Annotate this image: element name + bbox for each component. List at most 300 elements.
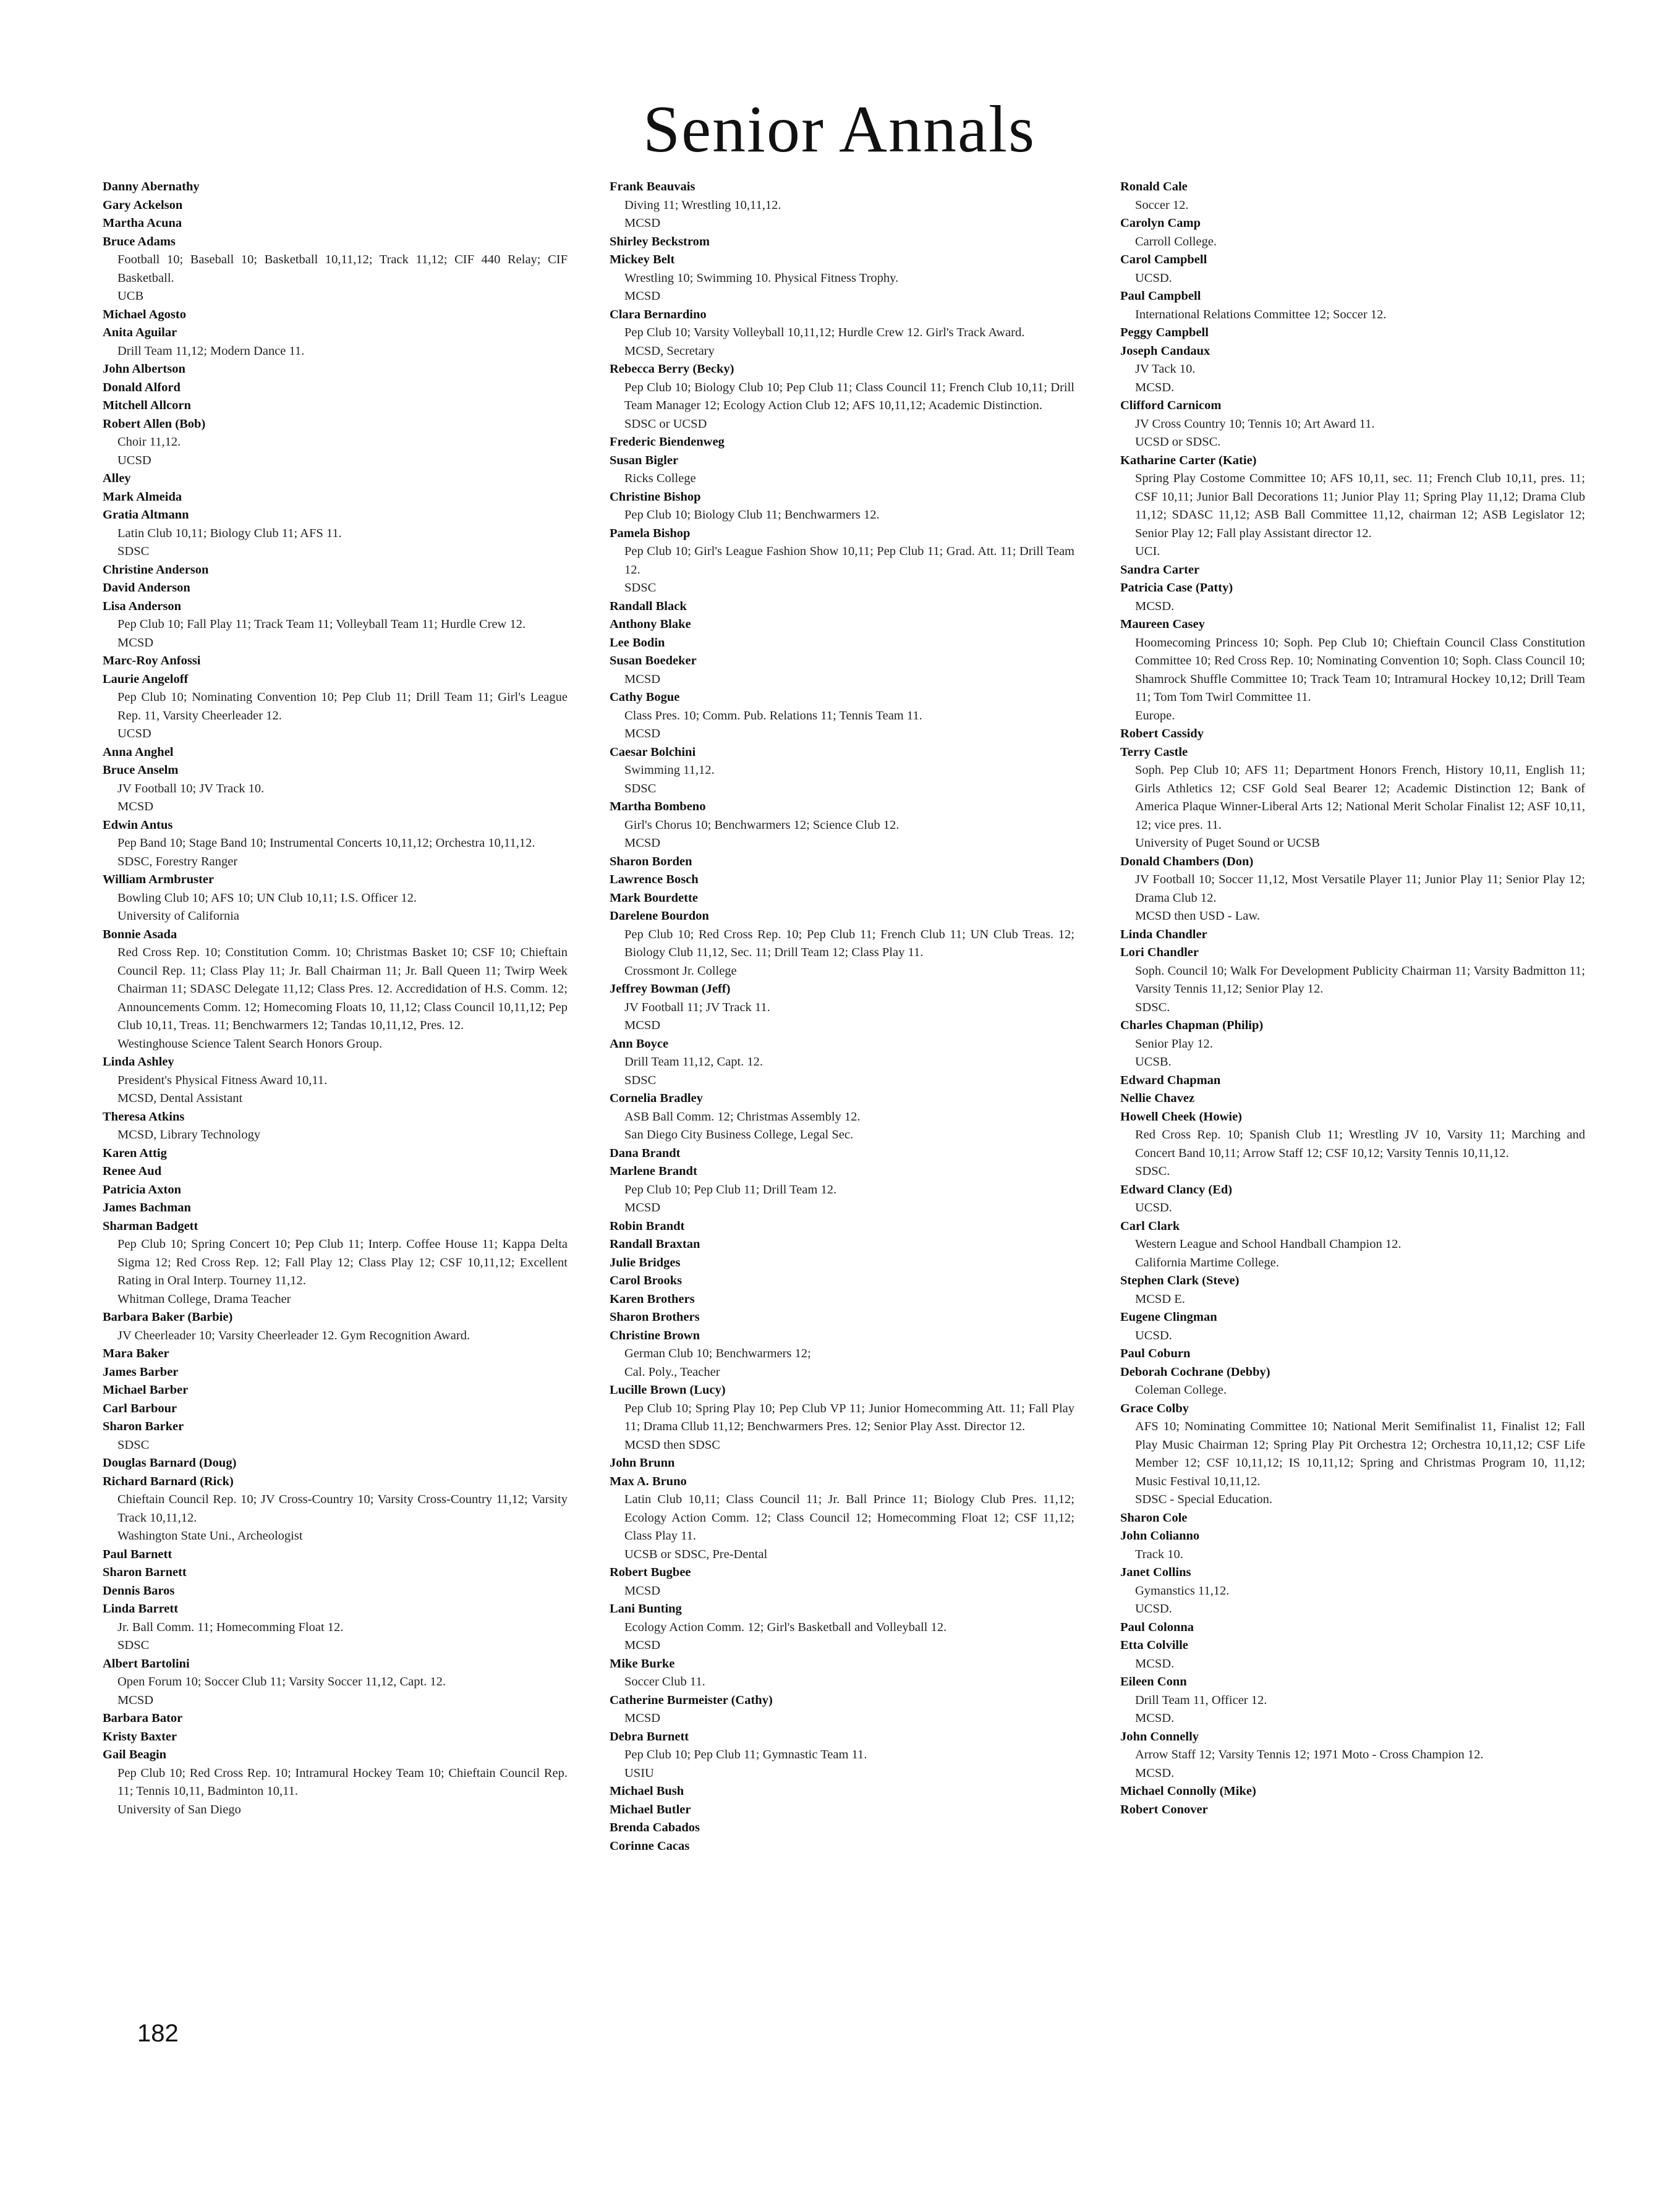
senior-entry xyxy=(1120,1108,1585,1181)
senior-activity-text: UCSD. xyxy=(1135,1602,1172,1616)
senior-activity-text: Carroll College. xyxy=(1135,234,1217,248)
senior-activity-text: AFS 10; Nominating Committee 10; National Merit Semifinalist 11, Finalist 12; Fall Play Music Chairman 12; Spring Play Pit Orchestra 12; Orchestra 10,11,12; CSF Life Member 12; CSF 10,11,12; IS 10,11,12; Spring and Christmas Program 10, 11,12; Music Festival 10,11,12. xyxy=(1135,1420,1585,1488)
senior-entry xyxy=(610,1090,1074,1145)
senior-name: James Bachman xyxy=(103,1201,191,1214)
senior-name: Anthony Blake xyxy=(610,617,691,631)
senior-activity-text: UCSB. xyxy=(1135,1055,1172,1069)
senior-activity-text: Pep Club 10; Spring Concert 10; Pep Club 11; Interp. Coffee House 11; Kappa Delta Sigma 12; Red Cross Rep. 12; Fall Play 12; Class Play 12; CSF 10,11,12; Excellent Rating in Oral Interp. Tourney 11,12. xyxy=(117,1237,568,1287)
senior-activity-text: University of California xyxy=(117,909,239,923)
senior-entry xyxy=(103,415,568,470)
senior-name: Lori Chandler xyxy=(1120,946,1199,959)
senior-activity-text: MCSD E. xyxy=(1135,1292,1185,1306)
senior-entry xyxy=(1120,1090,1585,1108)
senior-name: Pamela Bishop xyxy=(610,526,691,540)
senior-name: Randall Black xyxy=(610,599,687,613)
senior-activity-text: UCSD. xyxy=(1135,1201,1172,1214)
senior-name: Joseph Candaux xyxy=(1120,344,1210,358)
senior-activity-text: Soccer Club 11. xyxy=(624,1675,705,1689)
senior-activity-text: Washington State Uni., Archeologist xyxy=(117,1529,303,1543)
senior-entry xyxy=(610,598,1074,616)
senior-entry xyxy=(103,926,568,1054)
senior-entry xyxy=(103,1400,568,1418)
senior-entry xyxy=(610,871,1074,889)
senior-activity-text: Ricks College xyxy=(624,472,696,485)
senior-entry xyxy=(610,853,1074,871)
senior-entry xyxy=(103,1053,568,1108)
senior-name: Michael Butler xyxy=(610,1802,691,1816)
senior-entry xyxy=(103,598,568,653)
senior-entry xyxy=(610,488,1074,525)
senior-name: Mara Baker xyxy=(103,1347,169,1360)
senior-name: Rebecca Berry (Becky) xyxy=(610,362,734,376)
senior-name: Susan Bigler xyxy=(610,453,679,467)
senior-name: Edward Clancy (Ed) xyxy=(1120,1182,1233,1197)
senior-activity-text: MCSD xyxy=(117,800,154,813)
senior-entry xyxy=(610,689,1074,744)
senior-entry xyxy=(610,1163,1074,1218)
senior-entry xyxy=(103,324,568,360)
senior-activity-text: UCSD xyxy=(117,453,151,467)
senior-name: Caesar Bolchini xyxy=(610,745,696,759)
senior-entry xyxy=(103,579,568,598)
senior-entry xyxy=(610,1290,1074,1309)
senior-activity-text: German Club 10; Benchwarmers 12; xyxy=(624,1347,811,1360)
senior-activity-text: USIU xyxy=(624,1766,654,1780)
senior-entry xyxy=(1120,744,1585,853)
senior-activity-text: MCSD xyxy=(624,672,661,686)
senior-name: Bruce Anselm xyxy=(103,763,179,777)
senior-entry xyxy=(103,1418,568,1454)
senior-activity-text: Pep Club 10; Red Cross Rep. 10; Pep Club 11; French Club 11; UN Club Treas. 12; Biology Club 11,12, Sec. 11; Drill Team 12; Class Play 11. xyxy=(624,927,1074,959)
senior-activity-text: JV Cheerleader 10; Varsity Cheerleader 12. Gym Recognition Award. xyxy=(117,1328,470,1342)
senior-entry xyxy=(610,1692,1074,1728)
senior-activity-text: JV Football 10; Soccer 11,12, Most Versatile Player 11; Junior Play 11; Senior Play 12; Drama Club 12. xyxy=(1135,873,1585,905)
senior-name: Clifford Carnicom xyxy=(1120,399,1222,412)
senior-entry xyxy=(610,1600,1074,1655)
senior-name: Donald Alford xyxy=(103,380,181,394)
senior-activity-text: Red Cross Rep. 10; Spanish Club 11; Wrestling JV 10, Varsity 11; Marching and Concert Band 10,11; Arrow Staff 12; CSF 10,12; Varsity Tennis 10,11,12. xyxy=(1135,1128,1585,1160)
senior-entry xyxy=(1120,452,1585,561)
senior-entry xyxy=(610,1145,1074,1163)
senior-name: Gary Ackelson xyxy=(103,198,183,212)
senior-activity-text: Latin Club 10,11; Biology Club 11; AFS 11. xyxy=(117,526,342,540)
senior-name: Danny Abernathy xyxy=(103,180,200,193)
senior-name: Mickey Belt xyxy=(610,253,675,266)
senior-entry xyxy=(610,1254,1074,1273)
senior-name: Christine Anderson xyxy=(103,562,209,577)
senior-entry xyxy=(610,616,1074,634)
senior-entry xyxy=(1120,944,1585,1017)
senior-entry xyxy=(1120,1345,1585,1363)
senior-name: Sharon Borden xyxy=(610,854,692,868)
senior-entry xyxy=(103,744,568,762)
senior-activity-text: Arrow Staff 12; Varsity Tennis 12; 1971 Moto - Cross Champion 12. xyxy=(1135,1748,1484,1761)
senior-entry xyxy=(610,652,1074,689)
senior-entry xyxy=(610,1272,1074,1290)
senior-name: Sharon Barnett xyxy=(103,1566,187,1579)
senior-entry xyxy=(610,1564,1074,1600)
senior-entry xyxy=(103,506,568,561)
senior-name: Stephen Clark (Steve) xyxy=(1120,1274,1240,1287)
senior-entry xyxy=(1120,1728,1585,1783)
senior-name: Marlene Brandt xyxy=(610,1164,697,1178)
senior-name: Barbara Baker (Barbie) xyxy=(103,1310,233,1324)
senior-entry xyxy=(610,744,1074,799)
senior-entry xyxy=(103,1600,568,1655)
senior-entry xyxy=(610,798,1074,853)
senior-name: Albert Bartolini xyxy=(103,1656,190,1671)
senior-entry xyxy=(610,1454,1074,1473)
senior-activity-text: Diving 11; Wrestling 10,11,12. xyxy=(624,198,781,212)
senior-activity-text: California Martime College. xyxy=(1135,1255,1279,1269)
senior-activity-text: UCSD. xyxy=(1135,271,1172,285)
senior-entry xyxy=(1120,616,1585,725)
senior-activity-text: Latin Club 10,11; Class Council 11; Jr. Ball Prince 11; Biology Club Pres. 11,12; Ecology Action Comm. 12; Class Council 12; Homecomming Float 12; CSF 11,12; Class Play 11. xyxy=(624,1493,1074,1543)
senior-activity-text: MCSD xyxy=(624,289,661,303)
senior-entry xyxy=(610,907,1074,980)
senior-activity-text: Track 10. xyxy=(1135,1547,1183,1561)
senior-entry xyxy=(1120,1673,1585,1728)
senior-entry xyxy=(610,1218,1074,1236)
senior-activity-text: Bowling Club 10; AFS 10; UN Club 10,11; I.S. Officer 12. xyxy=(117,891,417,905)
senior-name: Robert Bugbee xyxy=(610,1566,691,1579)
senior-entry xyxy=(610,251,1074,306)
senior-name: Patricia Case (Patty) xyxy=(1120,581,1233,595)
senior-activity-text: Drill Team 11,12; Modern Dance 11. xyxy=(117,344,305,358)
senior-name: Alley xyxy=(103,472,131,485)
senior-entry xyxy=(1120,178,1585,214)
senior-activity-text: International Relations Committee 12; Soccer 12. xyxy=(1135,307,1387,321)
senior-name: Eileen Conn xyxy=(1120,1675,1187,1689)
senior-name: Cathy Bogue xyxy=(610,690,680,704)
senior-name: Corinne Cacas xyxy=(610,1839,690,1853)
senior-entry xyxy=(610,889,1074,908)
senior-activity-text: Girl's Chorus 10; Benchwarmers 12; Science Club 12. xyxy=(624,818,900,832)
senior-name: David Anderson xyxy=(103,581,190,595)
senior-name: Laurie Angeloff xyxy=(103,672,189,686)
senior-name: Maureen Casey xyxy=(1120,617,1205,631)
senior-name: Martha Acuna xyxy=(103,216,182,230)
senior-name: Paul Colonna xyxy=(1120,1620,1194,1634)
senior-entry xyxy=(1120,1308,1585,1345)
senior-name: Eugene Clingman xyxy=(1120,1310,1217,1324)
senior-entry xyxy=(103,1582,568,1601)
senior-entry xyxy=(103,1218,568,1309)
senior-activity-text: Football 10; Baseball 10; Basketball 10,11,12; Track 11,12; CIF 440 Relay; CIF Basketball. xyxy=(117,253,568,285)
senior-name: Dana Brandt xyxy=(610,1146,681,1160)
senior-name: Robert Conover xyxy=(1120,1802,1208,1816)
senior-entry xyxy=(610,1819,1074,1837)
senior-entry xyxy=(1120,1181,1585,1218)
senior-activity-text: Soph. Pep Club 10; AFS 11; Department Honors French, History 10,11, English 11; Girls Athletics 12; CSF Gold Seal Bearer 12; Academic Distinction 12; Bank of America Plaque Winner-Liberal Arts 12; National Merit Scholar Finalist 12; ASF 10,11, 12; vice pres. 11. xyxy=(1135,763,1585,832)
page-title: Senior Annals xyxy=(643,93,1036,166)
senior-activity-text: SDSC - Special Education. xyxy=(1135,1493,1273,1506)
senior-activity-text: Soccer 12. xyxy=(1135,198,1189,212)
senior-entry xyxy=(1120,1619,1585,1637)
senior-entry xyxy=(103,488,568,507)
senior-entry xyxy=(1120,1218,1585,1273)
senior-activity-text: Swimming 11,12. xyxy=(624,763,715,777)
senior-entry xyxy=(1120,1564,1585,1619)
senior-entry xyxy=(610,452,1074,488)
senior-entry xyxy=(103,671,568,744)
senior-name: Marc-Roy Anfossi xyxy=(103,654,201,667)
senior-activity-text: ASB Ball Comm. 12; Christmas Assembly 12. xyxy=(624,1109,861,1124)
senior-entry xyxy=(103,1746,568,1819)
senior-entry xyxy=(1120,214,1585,251)
senior-name: Bonnie Asada xyxy=(103,927,177,941)
senior-name: Karen Brothers xyxy=(610,1292,695,1306)
page-number: 182 xyxy=(137,2020,179,2047)
senior-name: Sharon Barker xyxy=(103,1420,184,1433)
senior-name: Carl Barbour xyxy=(103,1401,177,1415)
senior-entry xyxy=(610,1308,1074,1327)
senior-entry xyxy=(103,1473,568,1546)
senior-entry xyxy=(103,652,568,671)
senior-name: Brenda Cabados xyxy=(610,1821,700,1834)
senior-name: Sharon Cole xyxy=(1120,1511,1188,1525)
senior-name: Bruce Adams xyxy=(103,234,176,248)
senior-activity-text: Pep Band 10; Stage Band 10; Instrumental Concerts 10,11,12; Orchestra 10,11,12. xyxy=(117,836,535,850)
senior-activity-text: UCB xyxy=(117,289,144,303)
senior-entry xyxy=(103,1546,568,1564)
senior-entry xyxy=(103,397,568,415)
senior-activity-text: JV Football 11; JV Track 11. xyxy=(624,1000,770,1014)
senior-activity-text: MCSD, Library Technology xyxy=(117,1128,261,1142)
senior-activity-text: Cal. Poly., Teacher xyxy=(624,1365,720,1379)
senior-entry xyxy=(103,1728,568,1747)
senior-activity-text: MCSD. xyxy=(1135,599,1175,613)
senior-activity-text: MCSD then SDSC xyxy=(624,1438,720,1452)
senior-activity-text: SDSC xyxy=(624,1073,657,1087)
senior-activity-text: MCSD xyxy=(624,727,661,740)
senior-name: Martha Bombeno xyxy=(610,800,706,813)
senior-name: Randall Braxtan xyxy=(610,1237,700,1251)
senior-name: Clara Bernardino xyxy=(610,307,707,321)
senior-activity-text: Ecology Action Comm. 12; Girl's Basketball and Volleyball 12. xyxy=(624,1620,947,1634)
senior-entry xyxy=(610,1473,1074,1564)
senior-name: Frederic Biendenweg xyxy=(610,435,725,449)
senior-name: Lani Bunting xyxy=(610,1602,682,1616)
senior-name: Frank Beauvais xyxy=(610,180,696,193)
senior-activity-text: Pep Club 10; Spring Play 10; Pep Club VP 11; Junior Homecomming Att. 11; Fall Play 11; Drama Cllub 11,12; Benchwarmers Pres. 12; Senior Play Asst. Director 12. xyxy=(624,1401,1074,1433)
senior-activity-text: UCI. xyxy=(1135,545,1160,558)
senior-activity-text: MCSD then USD - Law. xyxy=(1135,909,1260,923)
senior-name: Lucille Brown (Lucy) xyxy=(610,1383,726,1397)
senior-activity-text: Pep Club 10; Biology Club 11; Benchwarmers 12. xyxy=(624,508,880,522)
senior-activity-text: Jr. Ball Comm. 11; Homecomming Float 12. xyxy=(117,1620,344,1634)
senior-name: Carl Clark xyxy=(1120,1219,1180,1233)
senior-entry xyxy=(1120,1782,1585,1801)
senior-name: Susan Boedeker xyxy=(610,654,697,667)
senior-entry xyxy=(103,233,568,306)
senior-name: Ronald Cale xyxy=(1120,180,1188,193)
senior-entry xyxy=(103,1345,568,1363)
senior-entry xyxy=(1120,324,1585,342)
senior-name: Janet Collins xyxy=(1120,1566,1191,1579)
senior-name: Gratia Altmann xyxy=(103,508,189,522)
senior-entry xyxy=(103,1381,568,1400)
senior-name: Paul Campbell xyxy=(1120,289,1201,303)
senior-name: Deborah Cochrane (Debby) xyxy=(1120,1365,1270,1379)
senior-name: Mark Bourdette xyxy=(610,891,698,905)
column-2 xyxy=(610,178,1074,1855)
senior-name: Michael Barber xyxy=(103,1383,189,1397)
senior-name: Linda Chandler xyxy=(1120,927,1207,941)
senior-name: Ann Boyce xyxy=(610,1036,669,1051)
senior-activity-text: Senior Play 12. xyxy=(1135,1036,1213,1051)
senior-entry xyxy=(1120,342,1585,397)
senior-name: Kristy Baxter xyxy=(103,1729,177,1744)
senior-name: Carol Brooks xyxy=(610,1274,683,1287)
senior-activity-text: University of Puget Sound or UCSB xyxy=(1135,836,1320,850)
senior-entry xyxy=(1120,1527,1585,1564)
senior-name: Linda Barrett xyxy=(103,1602,179,1616)
senior-activity-text: UCSD. xyxy=(1135,1328,1172,1342)
senior-entry xyxy=(103,1710,568,1728)
senior-name: Dennis Baros xyxy=(103,1583,175,1598)
senior-name: Catherine Burmeister (Cathy) xyxy=(610,1693,773,1707)
senior-entry xyxy=(103,379,568,397)
senior-name: Paul Barnett xyxy=(103,1547,172,1561)
senior-activity-text: Pep Club 10; Varsity Volleyball 10,11,12; Hurdle Crew 12. Girl's Track Award. xyxy=(624,326,1025,339)
senior-entry xyxy=(103,360,568,379)
senior-entry xyxy=(610,1381,1074,1454)
senior-entry xyxy=(610,360,1074,433)
senior-activity-text: MCSD xyxy=(624,1019,661,1032)
senior-activity-text: Pep Club 10; Pep Club 11; Drill Team 12. xyxy=(624,1182,837,1197)
senior-name: Michael Connolly (Mike) xyxy=(1120,1784,1256,1798)
senior-name: Linda Ashley xyxy=(103,1055,174,1069)
senior-name: Terry Castle xyxy=(1120,745,1188,759)
senior-entry xyxy=(103,1564,568,1582)
senior-activity-text: MCSD xyxy=(624,1711,661,1725)
senior-entry xyxy=(103,178,568,197)
senior-activity-text: MCSD. xyxy=(1135,380,1175,394)
senior-name: Donald Chambers (Don) xyxy=(1120,854,1254,868)
senior-entry xyxy=(103,816,568,871)
senior-activity-text: Western League and School Handball Champion 12. xyxy=(1135,1237,1402,1251)
senior-activity-text: San Diego City Business College, Legal Sec. xyxy=(624,1128,854,1142)
senior-activity-text: MCSD xyxy=(624,1583,661,1598)
senior-activity-text: Soph. Council 10; Walk For Development Publicity Chairman 11; Varsity Badmitton 11; Varsity Tennis 11,12; Senior Play 12. xyxy=(1135,964,1585,996)
senior-entry xyxy=(1120,251,1585,287)
senior-entry xyxy=(1120,1509,1585,1528)
senior-name: Lee Bodin xyxy=(610,635,665,650)
senior-entry xyxy=(103,871,568,926)
senior-name: James Barber xyxy=(103,1365,179,1379)
senior-entry xyxy=(103,306,568,324)
senior-activity-text: Crossmont Jr. College xyxy=(624,964,737,978)
senior-name: John Brunn xyxy=(610,1456,675,1470)
senior-activity-text: Hoomecoming Princess 10; Soph. Pep Club 10; Chieftain Council Class Constitution Committee 10; Red Cross Rep. 10; Nominating Convention 10; Soph. Class Council 10; Shamrock Shuffle Committee 10; Track Team 10; Intramural Hockey 10,12; Drill Team 11; Tom Tom Twirl Committee 11. xyxy=(1135,635,1585,704)
senior-entry xyxy=(103,761,568,816)
senior-entry xyxy=(103,1181,568,1200)
senior-activity-text: Whitman College, Drama Teacher xyxy=(117,1292,291,1306)
senior-activity-text: MCSD, Secretary xyxy=(624,344,715,358)
senior-activity-text: University of San Diego xyxy=(117,1802,241,1816)
senior-name: Mark Almeida xyxy=(103,489,182,504)
senior-activity-text: Drill Team 11,12, Capt. 12. xyxy=(624,1055,764,1069)
senior-activity-text: UCSB or SDSC, Pre-Dental xyxy=(624,1547,768,1561)
senior-activity-text: SDSC or UCSD xyxy=(624,417,707,431)
senior-name: Etta Colville xyxy=(1120,1638,1188,1652)
senior-activity-text: Gymanstics 11,12. xyxy=(1135,1583,1230,1598)
senior-name: Anna Anghel xyxy=(103,745,174,759)
senior-entry xyxy=(1120,725,1585,744)
senior-entry xyxy=(610,433,1074,452)
senior-activity-text: Chieftain Council Rep. 10; JV Cross-Country 10; Varsity Cross-Country 11,12; Varsity Track 10,11,12. xyxy=(117,1493,568,1525)
senior-entry xyxy=(103,1363,568,1382)
senior-name: Douglas Barnard (Doug) xyxy=(103,1456,237,1470)
senior-name: John Albertson xyxy=(103,362,185,376)
senior-activity-text: Spring Play Costome Committee 10; AFS 10,11, sec. 11; French Club 10,11, pres. 11; CSF 10,11; Junior Ball Decorations 11; Junior Play 11; Spring Play 11,12; Drama Club 11,12; SDASC 11,12; ASB Ball Committee 11,12, chairman 12; ASB Legislator 12; Senior Play 12; Fall play Assistant director 12. xyxy=(1135,472,1585,540)
senior-name: Cornelia Bradley xyxy=(610,1091,703,1105)
senior-entry xyxy=(103,214,568,233)
senior-activity-text: MCSD xyxy=(117,635,154,650)
senior-name: Theresa Atkins xyxy=(103,1109,185,1124)
senior-name: Richard Barnard (Rick) xyxy=(103,1474,234,1488)
senior-activity-text: SDSC xyxy=(624,581,657,595)
senior-entry xyxy=(103,561,568,580)
senior-name: Edward Chapman xyxy=(1120,1073,1221,1087)
senior-entry xyxy=(1120,1637,1585,1673)
senior-name: John Connelly xyxy=(1120,1729,1199,1744)
senior-activity-text: MCSD, Dental Assistant xyxy=(117,1091,243,1105)
senior-entry xyxy=(1120,1017,1585,1072)
senior-name: Sharon Brothers xyxy=(610,1310,700,1324)
senior-activity-text: Drill Team 11, Officer 12. xyxy=(1135,1693,1267,1707)
senior-name: Debra Burnett xyxy=(610,1729,689,1744)
senior-activity-text: MCSD xyxy=(624,1201,661,1214)
senior-entry xyxy=(610,525,1074,598)
senior-activity-text: SDSC. xyxy=(1135,1000,1170,1014)
senior-name: Sharman Badgett xyxy=(103,1219,198,1233)
senior-activity-text: SDSC xyxy=(117,1638,150,1652)
senior-entry xyxy=(103,1163,568,1181)
senior-name: Charles Chapman (Philip) xyxy=(1120,1019,1264,1032)
senior-entry xyxy=(1120,853,1585,926)
senior-activity-text: MCSD xyxy=(624,1638,661,1652)
senior-entry xyxy=(610,1728,1074,1783)
senior-entry xyxy=(103,1454,568,1473)
senior-name: Jeffrey Bowman (Jeff) xyxy=(610,982,731,996)
senior-name: Robert Cassidy xyxy=(1120,727,1204,740)
senior-activity-text: JV Football 10; JV Track 10. xyxy=(117,781,265,795)
senior-entry xyxy=(610,1035,1074,1090)
senior-entry xyxy=(103,470,568,488)
senior-activity-text: Choir 11,12. xyxy=(117,435,181,449)
senior-name: Sandra Carter xyxy=(1120,562,1200,577)
senior-activity-text: President's Physical Fitness Award 10,11. xyxy=(117,1073,328,1087)
senior-name: Anita Aguilar xyxy=(103,326,177,339)
senior-entry xyxy=(1120,561,1585,580)
senior-name: Christine Bishop xyxy=(610,489,701,504)
senior-activity-text: SDSC xyxy=(117,545,150,558)
senior-name: Lisa Anderson xyxy=(103,599,182,613)
senior-entry xyxy=(103,1308,568,1345)
senior-activity-text: SDSC xyxy=(117,1438,150,1452)
senior-entry xyxy=(610,1235,1074,1254)
senior-activity-text: Red Cross Rep. 10; Constitution Comm. 10; Christmas Basket 10; CSF 10; Chieftain Council Rep. 11; Class Play 11; Jr. Ball Chairman 11; Jr. Ball Queen 11; Twirp Week Chairman 11; SDASC Delegate 11,12; Class Pres. 12. Accredidation of H.S. Comm. 12; Announcements Comm. 12; Homecoming Floats 10, 11,12; Class Council 10,11,12; Pep Club 10,11, Treas. 11; Benchwarmers 12; Tandas 10,11,12, Pres. 12. xyxy=(117,946,568,1032)
senior-name: Michael Bush xyxy=(610,1784,684,1798)
column-1 xyxy=(103,178,568,1819)
senior-activity-text: MCSD xyxy=(624,836,661,850)
senior-activity-text: Pep Club 10; Girl's League Fashion Show 10,11; Pep Club 11; Grad. Att. 11; Drill Team 12. xyxy=(624,545,1074,577)
senior-name: Michael Agosto xyxy=(103,307,186,321)
senior-activity-text: Class Pres. 10; Comm. Pub. Relations 11; Tennis Team 11. xyxy=(624,708,922,723)
senior-entry xyxy=(103,1145,568,1163)
